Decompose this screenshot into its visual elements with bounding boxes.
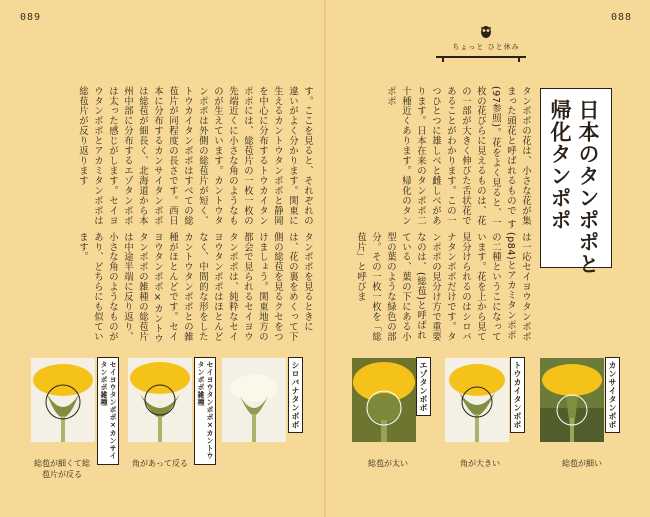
dandelion-photo-hybrid-kansai bbox=[31, 358, 95, 442]
dandelion-photo-tokai bbox=[445, 358, 509, 442]
photo-label-shirobana: シロバナタンポポ bbox=[288, 357, 303, 433]
page-number-left: 089 bbox=[20, 12, 42, 23]
paragraph-bottom-right: は一応セイヨウタンポポ(p84)とアカミタンポポの二種というこになっています。花を上から見て見分けられるのはシロバナタンポポだけです。タンポポの見分け方で重要なのは、(総苞)と呼ばれている、葉の下にある小型の葉のような緑色の部分。その一枚一枚を「総苞片」と呼びま bbox=[355, 232, 531, 342]
page-gutter bbox=[324, 0, 326, 517]
paragraph-top-left: す。ここを見ると、それぞれの違いがよく分かります。関東に生えるカントウタンポポと静岡を中心に分布するトウカイタンポポには、総苞片の一枚一枚の先端近くに小さな角のようなものが生えています。カントウタンポポは外側の総苞片が短く、トウカイタンポポはすべての総苞片が同程度の長さです。西日本に分布するカンサイタンポポは総苞が細長く、北海道から本州中部に分布するエゾタンポポは太った感じがします。セイヨウタンポポとアカミタンポポは総苞片が反り返ります bbox=[77, 86, 313, 226]
paragraph-top-right: タンポポの花は、小さな花が集まった頭花と呼ばれるもので す(97参照)。花をよく見ると、一枚の花びらに見えるものは、花の一部が大きく伸びた舌状花であることがわかります。この一つひとつに雄しべと雌しべがあります。日本在来のタンポポ二十種近くあります。帰化のタンポポ bbox=[385, 86, 531, 230]
page-number-right: 088 bbox=[610, 12, 632, 23]
break-label: ちょっと ひと休み bbox=[452, 43, 520, 51]
photo-label-tokai: トウカイタンポポ bbox=[510, 357, 525, 433]
bench-icon bbox=[436, 56, 526, 62]
dandelion-photo-kansai bbox=[540, 358, 604, 442]
dandelion-photo-shirobana bbox=[222, 358, 286, 442]
dandelion-photo-hybrid-kanto bbox=[128, 358, 192, 442]
dandelion-photo-ezo bbox=[352, 358, 416, 442]
paragraph-bottom-left: タンポポを見るときには、花の裏をめくって下側の総苞を見るクセをつけましょう。関東地方の都会で見られるセイヨウタンポポは、純粋なセイヨウタンポポはほとんどなく、中間的な形をしたカントウタンポポとの雑種がほとんどです。セイヨウタンポポ×カントウタンポポの雑種の総苞片は中途半端に反り返り、小さな角のようなものがあり、どちらにも似ています。 bbox=[77, 232, 313, 344]
photo-label-ezo: エゾタンポポ bbox=[416, 357, 431, 416]
photo-caption-hybrid-kansai: 総苞が細くて総苞片が反る bbox=[34, 459, 90, 479]
title-line-1: 日本のタンポポと bbox=[576, 99, 600, 275]
photo-caption-ezo: 総苞が太い bbox=[368, 459, 408, 468]
photo-caption-tokai: 角が大きい bbox=[460, 459, 500, 468]
photo-caption-kansai: 総苞が細い bbox=[562, 459, 602, 468]
break-sign bbox=[446, 24, 526, 58]
owl-icon bbox=[479, 24, 493, 38]
photo-caption-hybrid-kanto: 角があって反る bbox=[132, 459, 188, 468]
photo-label-kansai: カンサイタンポポ bbox=[605, 357, 620, 433]
title-box bbox=[540, 88, 612, 275]
title-line-2: 帰化タンポポ bbox=[548, 99, 572, 231]
photo-label-hybrid-kansai: セイヨウタンポポ×カンサイタンポポ雑種 bbox=[97, 357, 119, 465]
photo-label-hybrid-kanto: セイヨウタンポポ×カントウタンポポ雑種 bbox=[194, 357, 216, 465]
